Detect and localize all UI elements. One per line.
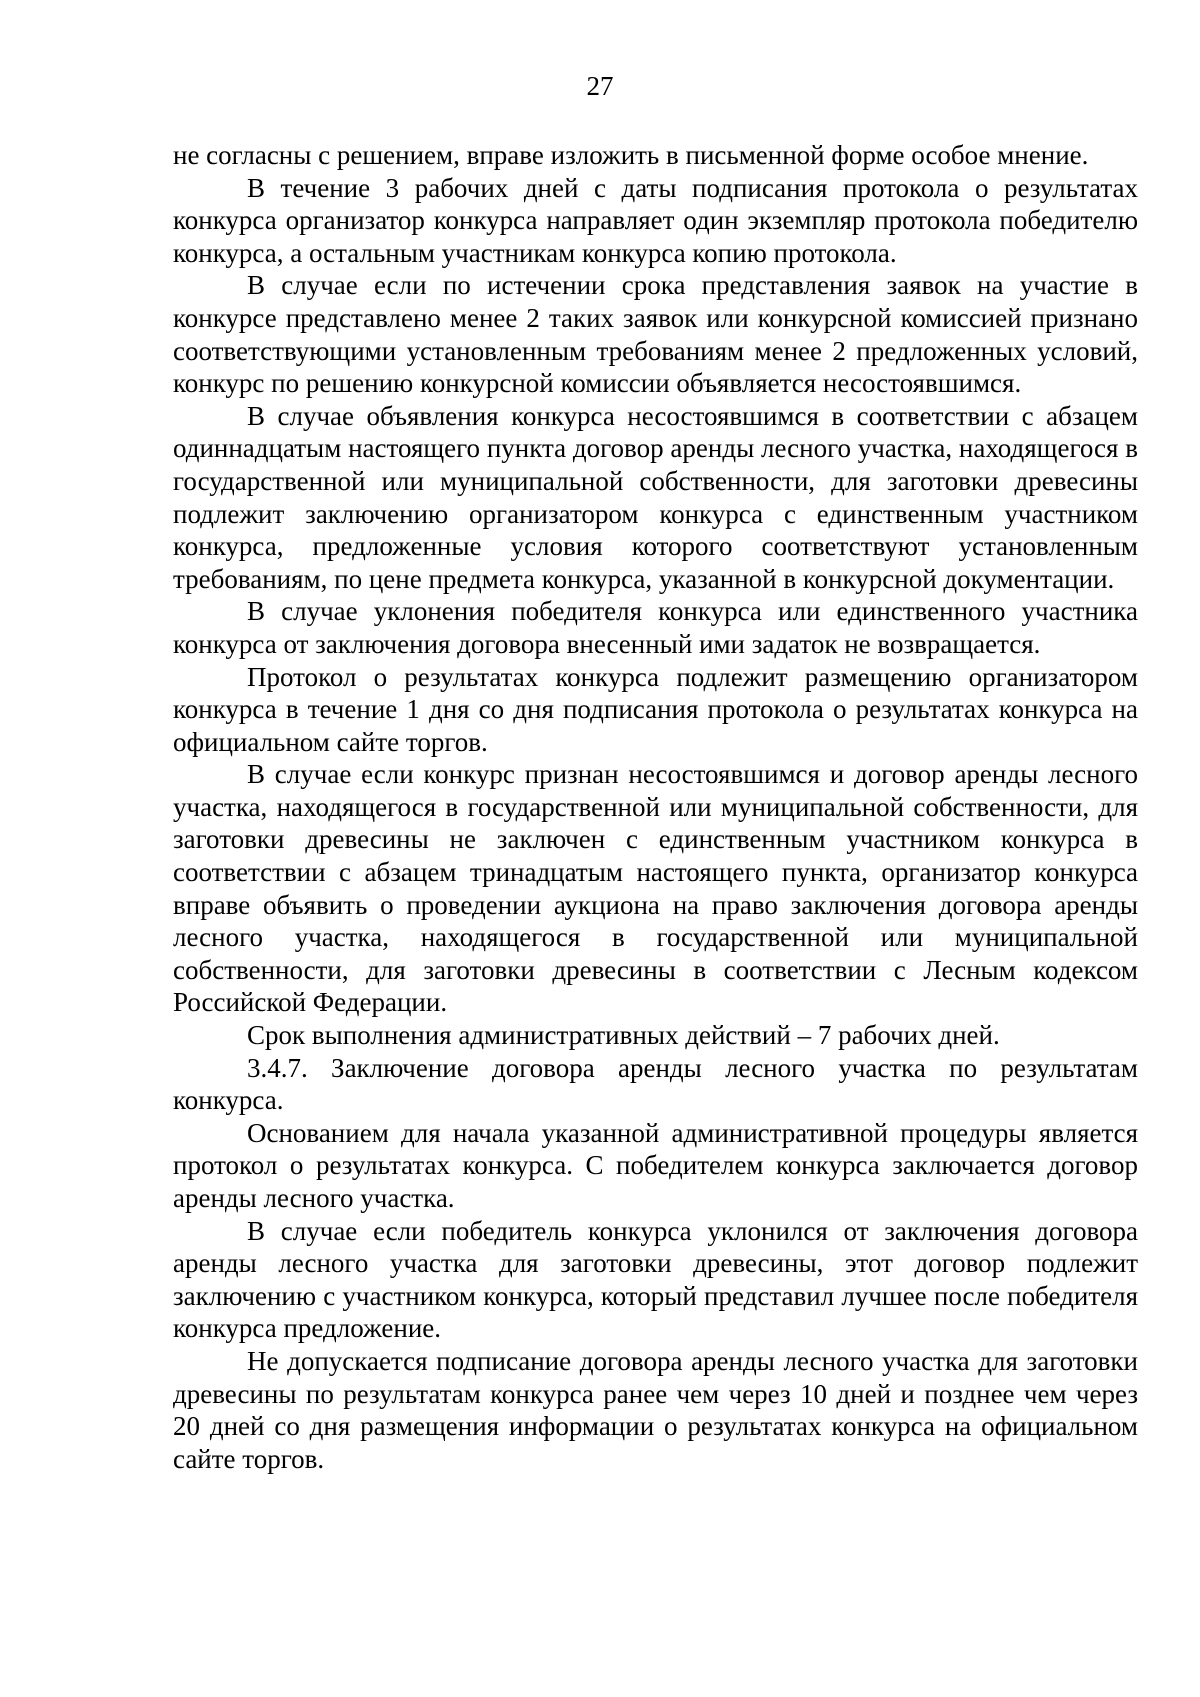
paragraph: Основанием для начала указанной административной процедуры является протокол о результатах конкурса. С победителем конкурса заключается договор аренды лесного участка. <box>173 1117 1138 1213</box>
paragraph: Срок выполнения административных действий – 7 рабочих дней. <box>247 1020 1000 1051</box>
document-body <box>173 139 1138 1475</box>
paragraph: Не допускается подписание договора аренды лесного участка для заготовки древесины по результатам конкурса ранее чем через 10 дней и позднее чем через 20 дней со дня размещения информации о результатах конкурса на официальном сайте торгов. <box>173 1345 1138 1474</box>
paragraph-section-heading: 3.4.7. Заключение договора аренды лесного участка по результатам конкурса. <box>173 1052 1138 1116</box>
paragraph: В случае объявления конкурса несостоявшимся в соответствии с абзацем одиннадцатым настоящего пункта договор аренды лесного участка, находящегося в государственной или муниципальной собственности, для заготовки древесины подлежит заключению организатором конкурса с единственным участником конкурса, предложенные условия которого соответствуют установленным требованиям, по цене предмета конкурса, указанной в конкурсной документации. <box>173 400 1138 594</box>
paragraph: В случае уклонения победителя конкурса или единственного участника конкурса от заключения договора внесенный ими задаток не возвращается. <box>173 596 1138 659</box>
paragraph: Протокол о результатах конкурса подлежит размещению организатором конкурса в течение 1 дня со дня подписания протокола о результатах конкурса на официальном сайте торгов. <box>173 661 1138 757</box>
paragraph: В случае если победитель конкурса уклонился от заключения договора аренды лесного участка для заготовки древесины, этот договор подлежит заключению с участником конкурса, который представил лучшее после победителя конкурса предложение. <box>173 1215 1138 1344</box>
page-number: 27 <box>586 71 614 101</box>
paragraph: В течение 3 рабочих дней с даты подписания протокола о результатах конкурса организатор конкурса направляет один экземпляр протокола победителю конкурса, а остальным участникам конкурса копию протокола. <box>173 172 1138 268</box>
paragraph: В случае если по истечении срока представления заявок на участие в конкурсе представлено менее 2 таких заявок или конкурсной комиссией признано соответствующими установленным требованиям менее 2 предложенных условий, конкурс по решению конкурсной комиссии объявляется несостоявшимся. <box>173 270 1138 399</box>
paragraph: не согласны с решением, вправе изложить в письменной форме особое мнение. <box>173 140 1089 170</box>
paragraph: В случае если конкурс признан несостоявшимся и договор аренды лесного участка, находящегося в государственной или муниципальной собственности, для заготовки древесины не заключен с единственным участником конкурса в соответствии с абзацем тринадцатым настоящего пункта, организатор конкурса вправе объявить о проведении аукциона на право заключения договора аренды лесного участка, находящегося в государственной или муниципальной собственности, для заготовки древесины в соответствии с Лесным кодексом Российской Федерации. <box>173 759 1138 1018</box>
